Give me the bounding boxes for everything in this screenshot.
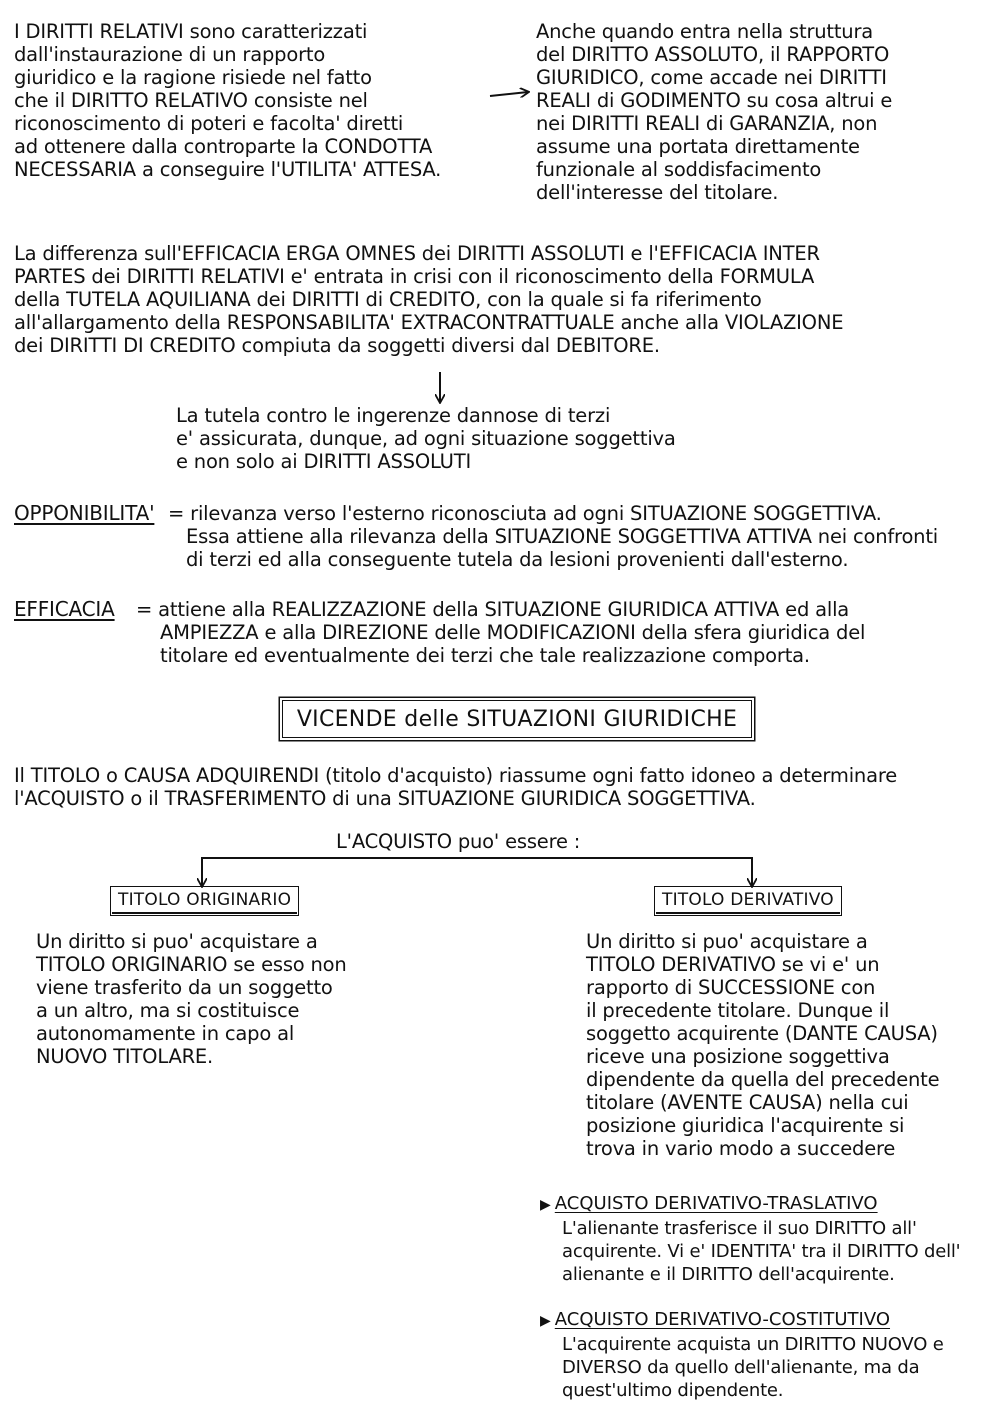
- text-line: ad ottenere dalla controparte la CONDOTTA: [14, 135, 433, 158]
- text-line: nei DIRITTI REALI di GARANZIA, non: [536, 112, 878, 135]
- diritto-assoluto-paragraph: [536, 20, 892, 204]
- efficacia-definition: [136, 598, 866, 667]
- text-line: Essa attiene alla rilevanza della SITUAZIONE SOGGETTIVA ATTIVA nei confronti: [186, 525, 938, 548]
- text-line: e' assicurata, dunque, ad ogni situazione soggettiva: [176, 427, 676, 450]
- text-line: soggetto acquirente (DANTE CAUSA): [586, 1022, 938, 1045]
- text-line: acquirente. Vi e' IDENTITA' tra il DIRITTO dell': [562, 1241, 961, 1262]
- costitutivo-bullet: [540, 1308, 944, 1402]
- vicende-title: VICENDE delle SITUAZIONI GIURIDICHE: [282, 700, 752, 738]
- text-line: trova in vario modo a succedere: [586, 1137, 896, 1160]
- text-line: GIURIDICO, come accade nei DIRITTI: [536, 66, 887, 89]
- text-line: autonomamente in capo al: [36, 1022, 295, 1045]
- text-line: Un diritto si puo' acquistare a: [36, 930, 318, 953]
- text-line: L'alienante trasferisce il suo DIRITTO all': [562, 1218, 917, 1239]
- opponibilita-definition: [168, 502, 938, 571]
- text-line: = attiene alla REALIZZAZIONE della SITUAZIONE GIURIDICA ATTIVA ed alla: [136, 598, 850, 621]
- text-line: il precedente titolare. Dunque il: [586, 999, 890, 1022]
- tutela-paragraph: [176, 404, 676, 473]
- text-line: a un altro, ma si costituisce: [36, 999, 300, 1022]
- text-line: l'ACQUISTO o il TRASFERIMENTO di una SITUAZIONE GIURIDICA SOGGETTIVA.: [14, 787, 756, 810]
- text-line: AMPIEZZA e alla DIREZIONE delle MODIFICAZIONI della sfera giuridica del: [160, 621, 866, 644]
- text-line: dipendente da quella del precedente: [586, 1068, 940, 1091]
- titolo-derivativo-heading: TITOLO DERIVATIVO: [656, 888, 840, 914]
- text-line: di terzi ed alla conseguente tutela da lesioni provenienti dall'esterno.: [186, 548, 849, 571]
- text-line: Un diritto si puo' acquistare a: [586, 930, 868, 953]
- titolo-derivativo-paragraph: [586, 930, 939, 1160]
- bullet-triangle-icon: ▶: [540, 1197, 551, 1213]
- text-line: NUOVO TITOLARE.: [36, 1045, 214, 1068]
- text-line: del DIRITTO ASSOLUTO, il RAPPORTO: [536, 43, 890, 66]
- text-line: giuridico e la ragione risiede nel fatto: [14, 66, 372, 89]
- text-line: dei DIRITTI DI CREDITO compiuta da soggetti diversi dal DEBITORE.: [14, 334, 660, 357]
- text-line: TITOLO DERIVATIVO se vi e' un: [586, 953, 880, 976]
- text-line: dell'interesse del titolare.: [536, 181, 779, 204]
- text-line: e non solo ai DIRITTI ASSOLUTI: [176, 450, 472, 473]
- text-line: dall'instaurazione di un rapporto: [14, 43, 326, 66]
- text-line: PARTES dei DIRITTI RELATIVI e' entrata in crisi con il riconoscimento della FORMULA: [14, 265, 815, 288]
- text-line: I DIRITTI RELATIVI sono caratterizzati: [14, 20, 368, 43]
- text-line: assume una portata direttamente: [536, 135, 860, 158]
- text-line: TITOLO ORIGINARIO se esso non: [36, 953, 347, 976]
- text-line: funzionale al soddisfacimento: [536, 158, 822, 181]
- titolo-causa-paragraph: [14, 764, 897, 810]
- bullet-title-text: ACQUISTO DERIVATIVO-COSTITUTIVO: [554, 1309, 891, 1330]
- bullet-triangle-icon: ▶: [540, 1313, 551, 1329]
- text-line: rapporto di SUCCESSIONE con: [586, 976, 876, 999]
- text-line: all'allargamento della RESPONSABILITA' EXTRACONTRATTUALE anche alla VIOLAZIONE: [14, 311, 844, 334]
- text-line: quest'ultimo dipendente.: [562, 1380, 784, 1401]
- diritti-relativi-paragraph: [14, 20, 441, 181]
- text-line: che il DIRITTO RELATIVO consiste nel: [14, 89, 368, 112]
- acquisto-label: [336, 830, 580, 853]
- erga-omnes-paragraph: [14, 242, 843, 357]
- text-line: L'ACQUISTO puo' essere :: [336, 830, 581, 853]
- text-line: viene trasferito da un soggetto: [36, 976, 333, 999]
- text-line: DIVERSO da quello dell'alienante, ma da: [562, 1357, 920, 1378]
- text-line: Il TITOLO o CAUSA ADQUIRENDI (titolo d'acquisto) riassume ogni fatto idoneo a determinare: [14, 764, 898, 787]
- traslativo-bullet: [540, 1192, 960, 1286]
- efficacia-term: [14, 598, 115, 621]
- text-line: La tutela contro le ingerenze dannose di terzi: [176, 404, 611, 427]
- text-line: REALI di GODIMENTO su cosa altrui e: [536, 89, 893, 112]
- text-line: posizione giuridica l'acquirente si: [586, 1114, 905, 1137]
- text-line: La differenza sull'EFFICACIA ERGA OMNES dei DIRITTI ASSOLUTI e l'EFFICACIA INTER: [14, 242, 820, 265]
- term-label: EFFICACIA: [14, 597, 115, 621]
- split-arrow-connector: [202, 858, 752, 884]
- opponibilita-term: [14, 502, 154, 525]
- text-line: NECESSARIA a conseguire l'UTILITA' ATTESA.: [14, 158, 442, 181]
- text-line: Anche quando entra nella struttura: [536, 20, 874, 43]
- bullet-heading: [540, 1192, 960, 1217]
- bullet-heading: [540, 1308, 944, 1333]
- text-line: riceve una posizione soggettiva: [586, 1045, 890, 1068]
- text-line: titolare ed eventualmente dei terzi che tale realizzazione comporta.: [160, 644, 810, 667]
- text-line: riconoscimento di poteri e facolta' diretti: [14, 112, 404, 135]
- term-label: OPPONIBILITA': [14, 501, 155, 525]
- text-line: = rilevanza verso l'esterno riconosciuta ad ogni SITUAZIONE SOGGETTIVA.: [168, 502, 882, 525]
- bullet-title-text: ACQUISTO DERIVATIVO-TRASLATIVO: [554, 1193, 878, 1214]
- titolo-originario-paragraph: [36, 930, 347, 1068]
- text-line: della TUTELA AQUILIANA dei DIRITTI di CREDITO, con la quale si fa riferimento: [14, 288, 762, 311]
- text-line: alienante e il DIRITTO dell'acquirente.: [562, 1264, 895, 1285]
- titolo-originario-heading: TITOLO ORIGINARIO: [112, 888, 297, 914]
- text-line: L'acquirente acquista un DIRITTO NUOVO e: [562, 1334, 944, 1355]
- text-line: titolare (AVENTE CAUSA) nella cui: [586, 1091, 909, 1114]
- arrow-right-connector: [490, 92, 528, 96]
